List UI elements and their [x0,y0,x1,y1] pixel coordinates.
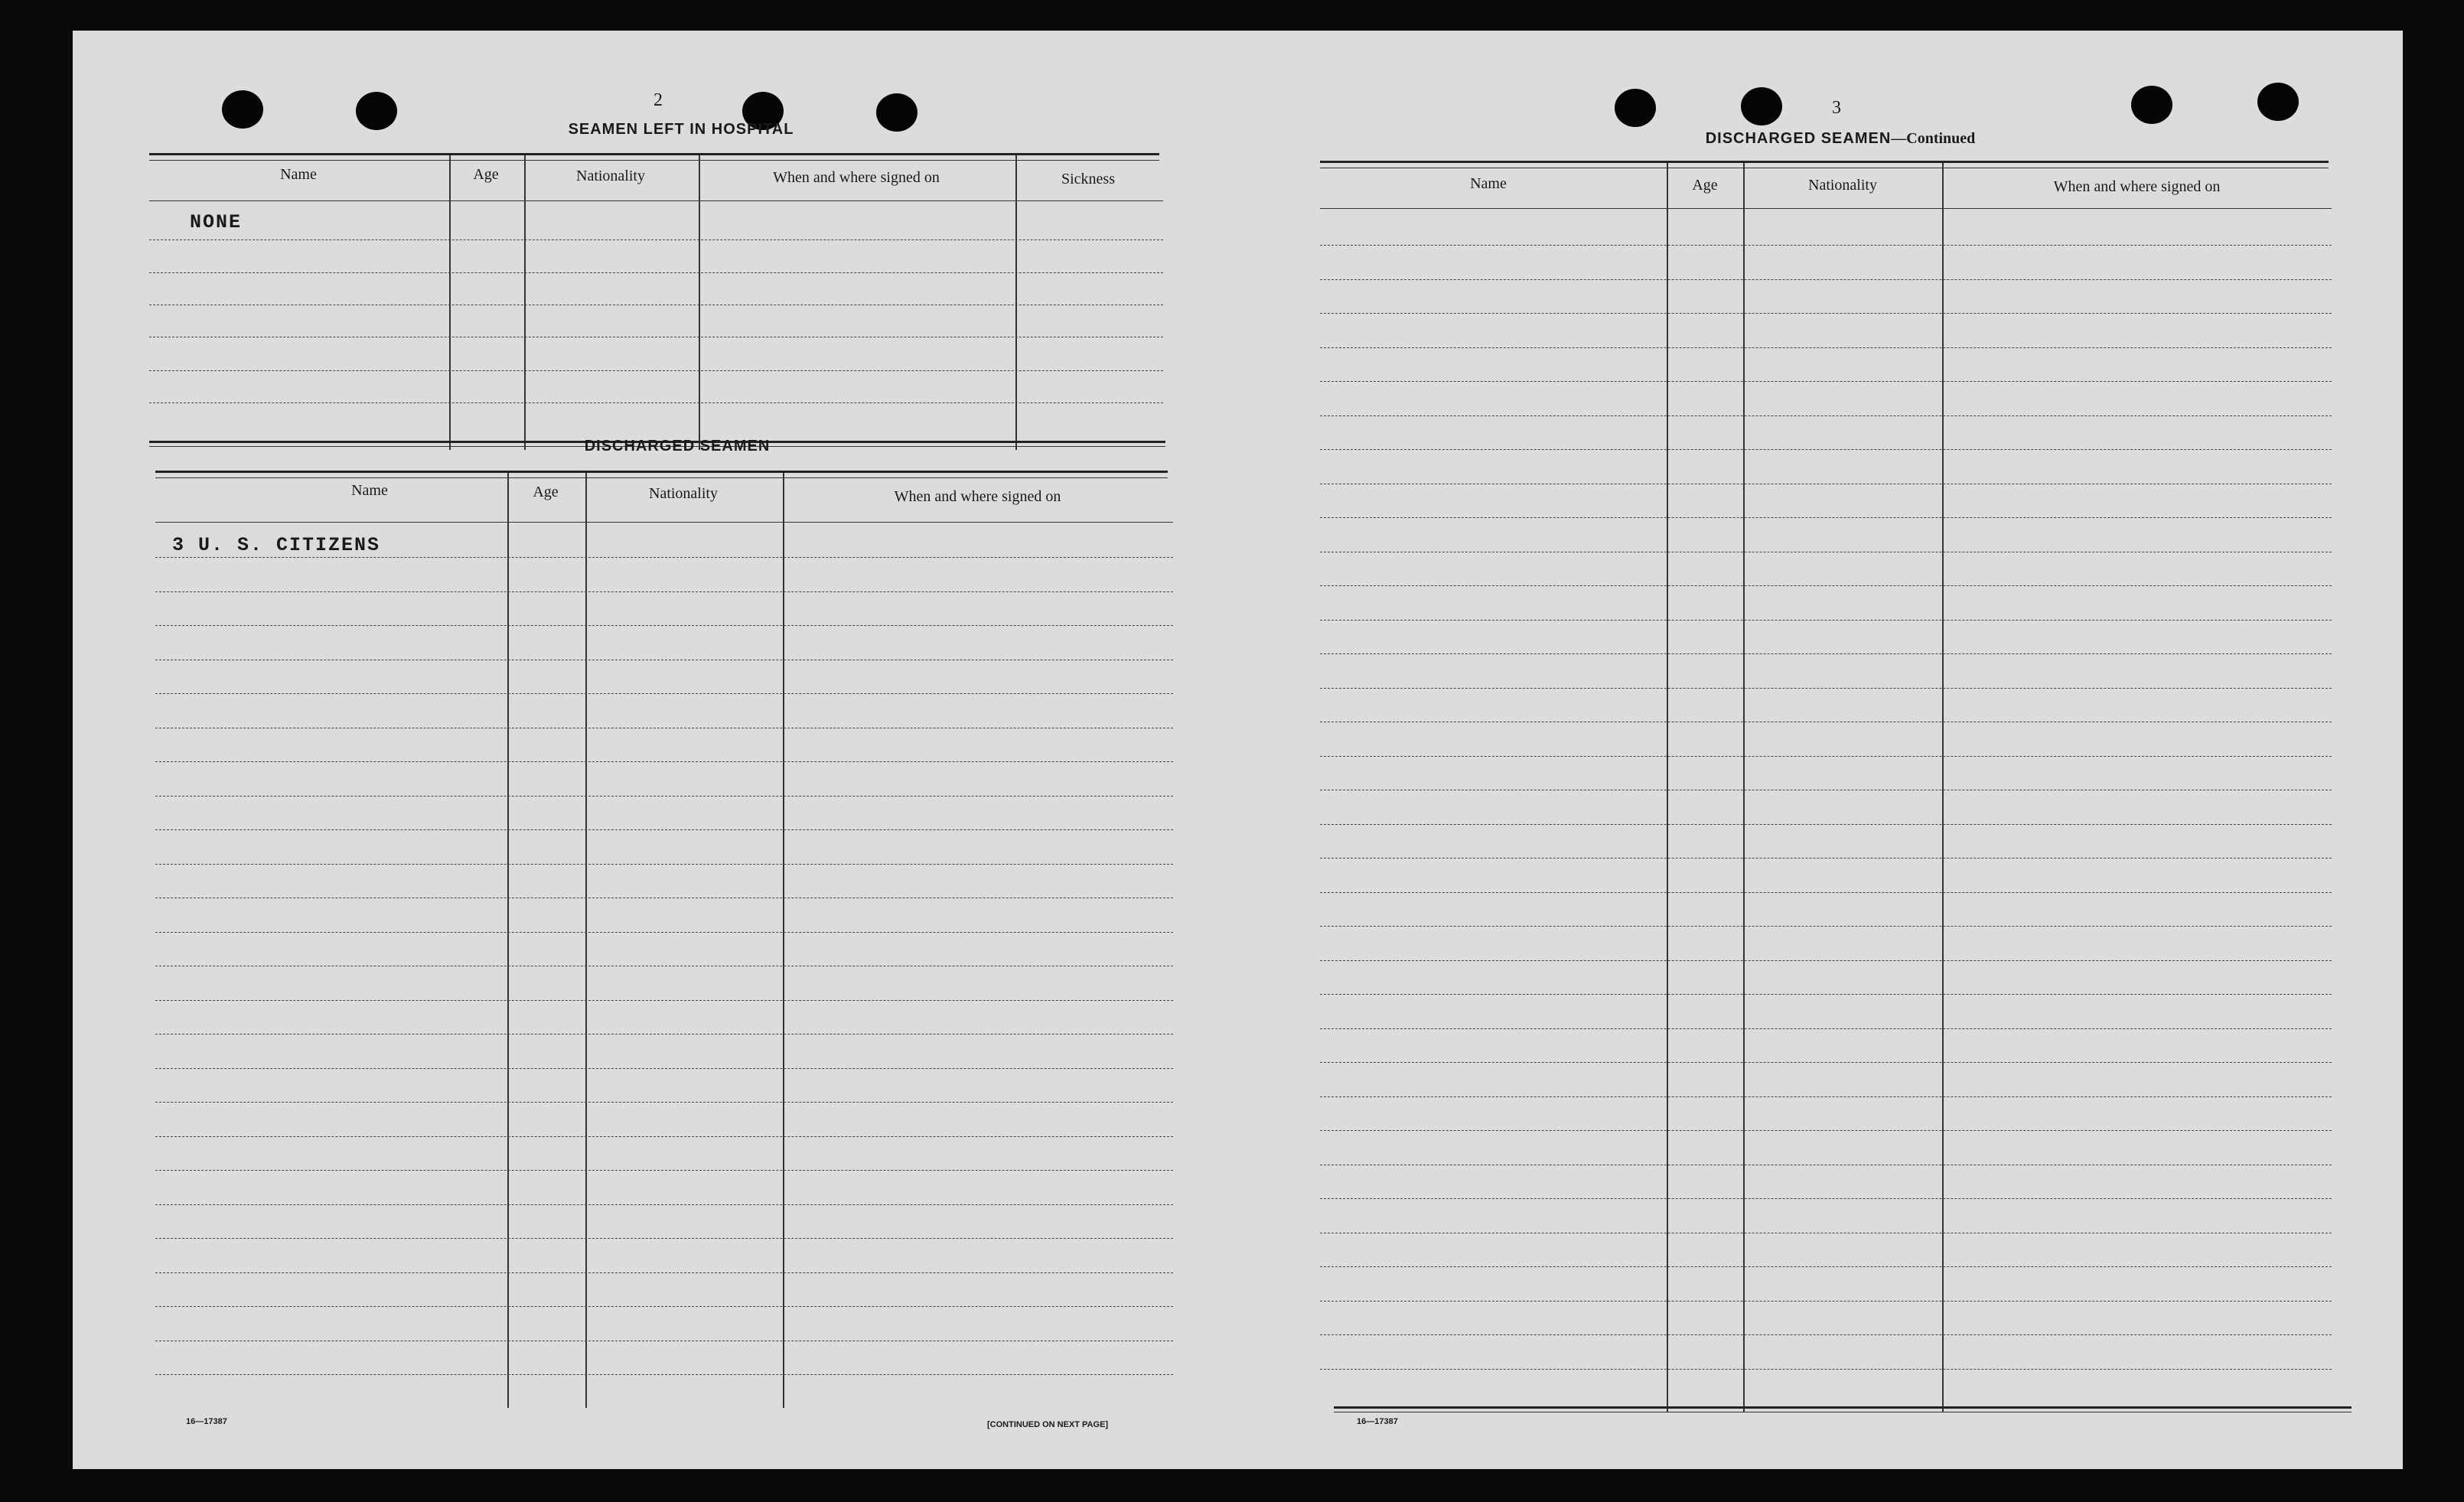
row-line [1320,960,2332,961]
page-number: 2 [653,90,663,110]
row-line [1320,381,2332,382]
discharged-continued-title-text: DISCHARGED SEAMEN [1705,130,1892,147]
hospital-entry: NONE [190,211,243,233]
hospital-section-title: SEAMEN LEFT IN HOSPITAL [568,121,794,138]
row-line [1320,1028,2332,1029]
row-line [1320,1301,2332,1302]
row-line [1320,653,2332,654]
continued-note: [CONTINUED ON NEXT PAGE] [987,1420,1109,1429]
row-line [1320,449,2332,450]
column-divider [1743,163,1745,1412]
col-header-signed-on: When and where signed on [2053,178,2221,195]
row-line [1320,756,2332,757]
form-number: 16—17387 [186,1417,227,1426]
row-line [1320,1369,2332,1370]
header-rule [1320,161,2329,168]
col-header-age: Age [473,166,499,183]
row-line [1320,892,2332,893]
row-line [1320,1096,2332,1097]
row-line [1320,279,2332,280]
row-line [1320,1198,2332,1199]
discharged-section-title: DISCHARGED SEAMEN [584,438,771,455]
row-line [1320,1266,2332,1267]
discharged-entry: 3 U. S. CITIZENS [172,534,381,556]
row-line [1320,517,2332,518]
row-line [1320,585,2332,586]
column-divider [1942,163,1944,1412]
row-line [1320,415,2332,416]
right-page [73,31,2403,1469]
row-line [1320,994,2332,995]
column-header-rule [1320,208,2332,209]
row-line [1320,620,2332,621]
row-line [1320,688,2332,689]
row-line [1320,1130,2332,1131]
form-number: 16—17387 [1357,1417,1398,1426]
row-line [1320,313,2332,314]
page-number: 3 [1832,98,1841,118]
row-line [1320,1062,2332,1063]
row-line [1320,347,2332,348]
title-continued-suffix: —Continued [1891,130,1976,147]
col-header-signed-on: When and where signed on [894,488,1061,505]
column-divider [1667,163,1668,1412]
col-header-name: Name [1470,175,1507,192]
col-header-nationality: Nationality [576,168,645,184]
row-line [1320,926,2332,927]
row-line [1320,1334,2332,1335]
row-line [1320,824,2332,825]
col-header-age: Age [1692,177,1718,194]
col-header-sickness: Sickness [1061,171,1115,187]
col-header-signed-on: When and where signed on [773,169,940,186]
document-sheet [73,31,2403,1469]
row-line [1320,858,2332,859]
col-header-name: Name [351,482,388,499]
discharged-continued-title [1649,130,2032,148]
col-header-nationality: Nationality [649,485,718,502]
section-bottom-rule [1334,1406,2352,1412]
col-header-age: Age [533,484,559,500]
col-header-name: Name [280,166,317,183]
col-header-nationality: Nationality [1808,177,1877,194]
row-line [1320,245,2332,246]
